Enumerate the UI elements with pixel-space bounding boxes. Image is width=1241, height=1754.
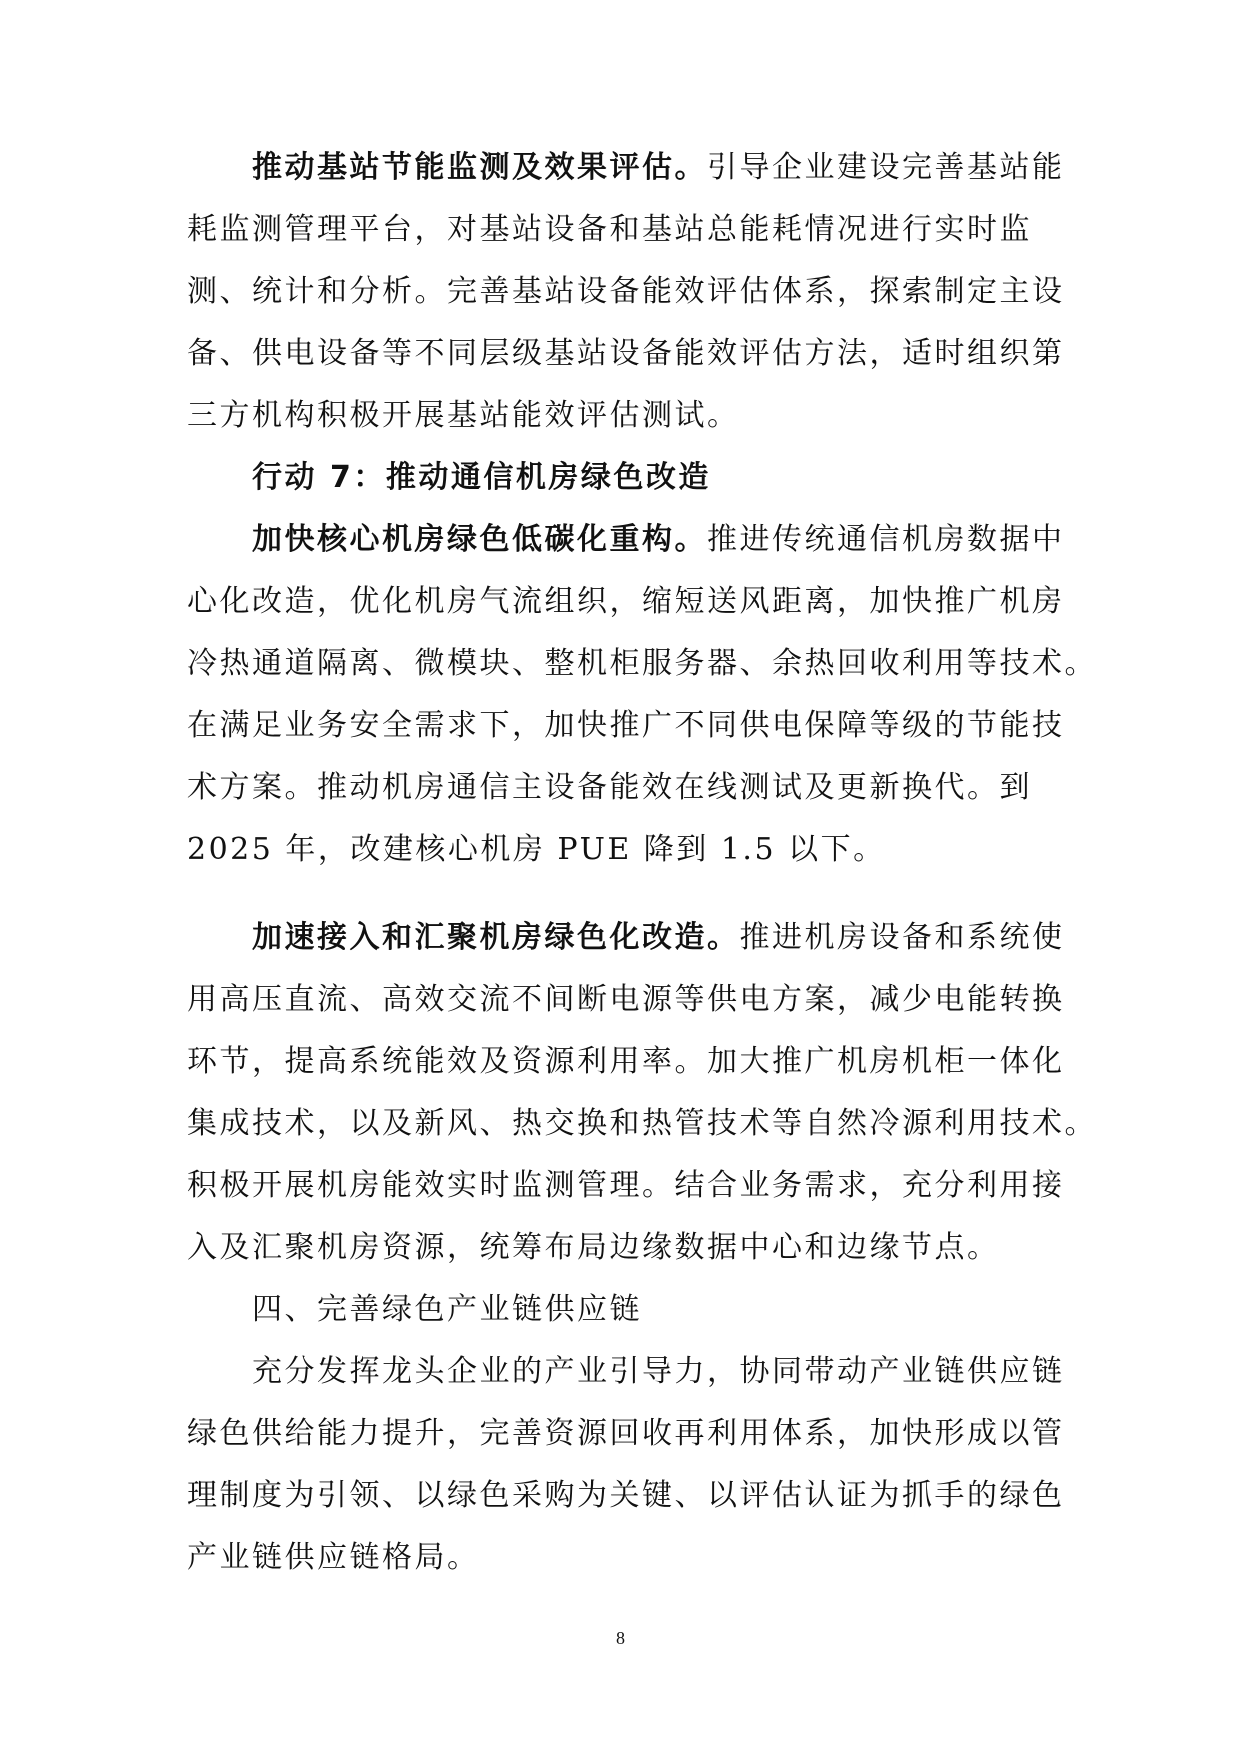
paragraph-line: 理制度为引领、以绿色采购为关键、以评估认证为抓手的绿色 — [187, 1478, 1065, 1513]
text: 推进机房设备和系统使 — [739, 920, 1065, 955]
paragraph-line: 积极开展机房能效实时监测管理。结合业务需求，充分利用接 — [187, 1168, 1065, 1203]
paragraph-line: 三方机构积极开展基站能效评估测试。 — [187, 398, 740, 433]
paragraph-line: 2025 年，改建核心机房 PUE 降到 1.5 以下。 — [187, 832, 886, 867]
paragraph-line: 入及汇聚机房资源，统筹布局边缘数据中心和边缘节点。 — [187, 1230, 1000, 1265]
paragraph-line: 产业链供应链格局。 — [187, 1540, 480, 1575]
paragraph-line: 测、统计和分析。完善基站设备能效评估体系，探索制定主设 — [187, 274, 1065, 309]
page-number: 8 — [616, 1628, 625, 1648]
section-heading: 四、完善绿色产业链供应链 — [252, 1292, 642, 1327]
action-subheading: 行动 7：推动通信机房绿色改造 — [252, 460, 711, 495]
paragraph-line — [252, 148, 1065, 188]
bold-lead: 加速接入和汇聚机房绿色化改造。 — [252, 920, 740, 955]
paragraph-line: 备、供电设备等不同层级基站设备能效评估方法，适时组织第 — [187, 336, 1065, 371]
paragraph-line: 充分发挥龙头企业的产业引导力，协同带动产业链供应链 — [252, 1354, 1065, 1389]
paragraph-line — [252, 520, 1065, 560]
text: 推进传统通信机房数据中 — [707, 522, 1065, 557]
bold-lead: 加快核心机房绿色低碳化重构。 — [252, 522, 707, 557]
paragraph-line: 在满足业务安全需求下，加快推广不同供电保障等级的节能技 — [187, 708, 1065, 743]
paragraph-line: 用高压直流、高效交流不间断电源等供电方案，减少电能转换 — [187, 982, 1065, 1017]
bold-lead: 推动基站节能监测及效果评估。 — [252, 150, 707, 185]
paragraph-line: 心化改造，优化机房气流组织，缩短送风距离，加快推广机房 — [187, 584, 1065, 619]
paragraph-line: 耗监测管理平台，对基站设备和基站总能耗情况进行实时监 — [187, 212, 1032, 247]
text: 引导企业建设完善基站能 — [707, 150, 1065, 185]
paragraph-line: 环节，提高系统能效及资源利用率。加大推广机房机柜一体化 — [187, 1044, 1065, 1079]
paragraph-line — [252, 918, 1065, 958]
paragraph-line: 绿色供给能力提升，完善资源回收再利用体系，加快形成以管 — [187, 1416, 1065, 1451]
paragraph-line: 集成技术，以及新风、热交换和热管技术等自然冷源利用技术。 — [187, 1106, 1097, 1141]
paragraph-line: 冷热通道隔离、微模块、整机柜服务器、余热回收利用等技术。 — [187, 646, 1097, 681]
paragraph-line: 术方案。推动机房通信主设备能效在线测试及更新换代。到 — [187, 770, 1032, 805]
